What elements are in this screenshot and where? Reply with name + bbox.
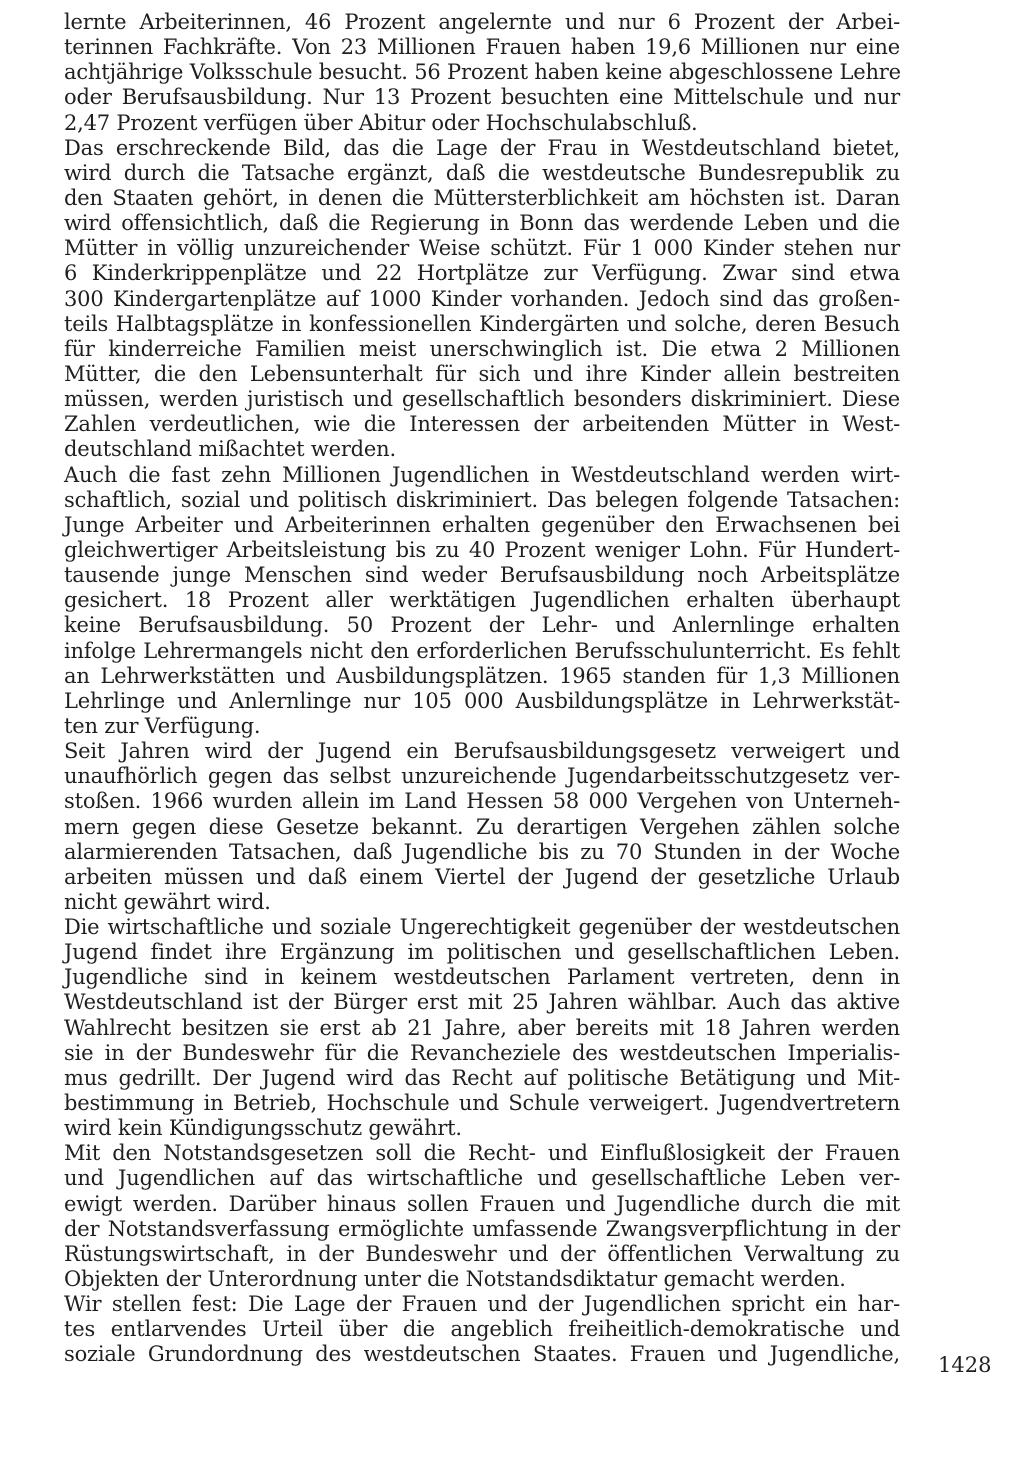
- text-line: 6 Kinderkrippenplätze und 22 Hortplätze zur Verfügung. Zwar sind etwa: [64, 261, 900, 286]
- text-line: wird durch die Tatsache ergänzt, daß die westdeutsche Bundesrepublik zu: [64, 160, 900, 185]
- text-line: ewigt werden. Darüber hinaus sollen Frauen und Jugendliche durch die mit: [64, 1191, 900, 1216]
- text-line: Seit Jahren wird der Jugend ein Berufsausbildungsgesetz verweigert und: [64, 739, 900, 764]
- text-line: Junge Arbeiter und Arbeiterinnen erhalten gegenüber den Erwachsenen bei: [64, 512, 900, 537]
- text-line: Jugendliche sind in keinem westdeutschen Parlament vertreten, denn in: [64, 965, 900, 990]
- paragraph: [64, 136, 900, 463]
- text-line: müssen, werden juristisch und gesellschaftlich besonders diskriminiert. Diese: [64, 387, 900, 412]
- text-line: 300 Kindergartenplätze auf 1000 Kinder vorhanden. Jedoch sind das großen-: [64, 286, 900, 311]
- text-line: wird kein Kündigungsschutz gewährt.: [64, 1116, 462, 1141]
- paragraph: [64, 10, 900, 136]
- text-line: mern gegen diese Gesetze bekannt. Zu derartigen Vergehen zählen solche: [64, 814, 900, 839]
- text-line: ten zur Verfügung.: [64, 713, 261, 738]
- text-line: stoßen. 1966 wurden allein im Land Hessen 58 000 Vergehen von Unterneh-: [64, 789, 900, 814]
- text-line: keine Berufsausbildung. 50 Prozent der Lehr- und Anlernlinge erhalten: [64, 613, 900, 638]
- text-line: Zahlen verdeutlichen, wie die Interessen der arbeitenden Mütter in West-: [64, 412, 900, 437]
- body-text: [64, 10, 900, 1368]
- text-line: der Notstandsverfassung ermöglichte umfassende Zwangsverpflichtung in der: [64, 1216, 900, 1241]
- paragraph: [64, 915, 900, 1141]
- text-line: Lehrlinge und Anlernlinge nur 105 000 Ausbildungsplätze in Lehrwerkstät-: [64, 688, 900, 713]
- text-line: schaftlich, sozial und politisch diskriminiert. Das belegen folgende Tatsachen:: [64, 487, 900, 512]
- text-line: mus gedrillt. Der Jugend wird das Recht auf politische Betätigung und Mit-: [64, 1065, 900, 1090]
- text-line: lernte Arbeiterinnen, 46 Prozent angelernte und nur 6 Prozent der Arbei-: [64, 10, 900, 34]
- text-line: infolge Lehrermangels nicht den erforderlichen Berufsschulunterricht. Es fehlt: [64, 638, 900, 663]
- text-line: den Staaten gehört, in denen die Müttersterblichkeit am höchsten ist. Daran: [64, 185, 900, 210]
- paragraph: [64, 739, 900, 915]
- text-line: Westdeutschland ist der Bürger erst mit 25 Jahren wählbar. Auch das aktive: [64, 990, 900, 1015]
- text-line: soziale Grundordnung des westdeutschen Staates. Frauen und Jugendliche,: [64, 1342, 900, 1367]
- text-line: sie in der Bundeswehr für die Revancheziele des westdeutschen Imperialis-: [64, 1040, 900, 1065]
- text-line: terinnen Fachkräfte. Von 23 Millionen Frauen haben 19,6 Millionen nur eine: [64, 35, 900, 60]
- text-line: teils Halbtagsplätze in konfessionellen Kindergärten und solche, deren Besuch: [64, 311, 900, 336]
- text-line: Wahlrecht besitzen sie erst ab 21 Jahre, aber bereits mit 18 Jahren werden: [64, 1015, 900, 1040]
- text-line: Mütter, die den Lebensunterhalt für sich und ihre Kinder allein bestreiten: [64, 361, 900, 386]
- text-line: für kinderreiche Familien meist unerschwinglich ist. Die etwa 2 Millionen: [64, 336, 900, 361]
- text-line: arbeiten müssen und daß einem Viertel der Jugend der gesetzliche Urlaub: [64, 864, 900, 889]
- text-line: achtjährige Volksschule besucht. 56 Prozent haben keine abgeschlossene Lehre: [64, 60, 901, 85]
- text-line: tausende junge Menschen sind weder Berufsausbildung noch Arbeitsplätze: [64, 563, 900, 588]
- text-line: nicht gewährt wird.: [64, 889, 271, 914]
- text-line: deutschland mißachtet werden.: [64, 437, 396, 462]
- text-line: tes entlarvendes Urteil über die angeblich freiheitlich-demokratische und: [64, 1317, 900, 1342]
- text-line: Das erschreckende Bild, das die Lage der Frau in Westdeutschland bietet,: [64, 135, 900, 160]
- text-line: und Jugendlichen auf das wirtschaftliche und gesellschaftliche Leben ver-: [64, 1166, 900, 1191]
- text-line: Jugend findet ihre Ergänzung im politischen und gesellschaftlichen Leben.: [64, 940, 900, 965]
- text-line: Mit den Notstandsgesetzen soll die Recht- und Einflußlosigkeit der Frauen: [64, 1141, 900, 1166]
- text-line: bestimmung in Betrieb, Hochschule und Schule verweigert. Jugendvertretern: [64, 1091, 900, 1116]
- text-line: alarmierenden Tatsachen, daß Jugendliche bis zu 70 Stunden in der Woche: [64, 839, 900, 864]
- paragraph: [64, 463, 900, 740]
- text-line: gesichert. 18 Prozent aller werktätigen Jugendlichen erhalten überhaupt: [64, 588, 900, 613]
- text-line: Die wirtschaftliche und soziale Ungerechtigkeit gegenüber der westdeutschen: [64, 915, 900, 940]
- page-number: 1428: [938, 1353, 992, 1377]
- text-line: Mütter in völlig unzureichender Weise schützt. Für 1 000 Kinder stehen nur: [64, 236, 900, 261]
- paragraph: [64, 1292, 900, 1367]
- paragraph: [64, 1141, 900, 1292]
- text-line: wird offensichtlich, daß die Regierung in Bonn das werdende Leben und die: [64, 211, 900, 236]
- text-line: Wir stellen fest: Die Lage der Frauen und der Jugendlichen spricht ein har-: [64, 1292, 900, 1317]
- text-line: gleichwertiger Arbeitsleistung bis zu 40 Prozent weniger Lohn. Für Hundert-: [64, 537, 900, 562]
- text-line: an Lehrwerkstätten und Ausbildungsplätzen. 1965 standen für 1,3 Millionen: [64, 663, 900, 688]
- text-line: oder Berufsausbildung. Nur 13 Prozent besuchten eine Mittelschule und nur: [64, 85, 900, 110]
- text-line: 2,47 Prozent verfügen über Abitur oder Hochschulabschluß.: [64, 110, 698, 135]
- text-line: unaufhörlich gegen das selbst unzureichende Jugendarbeitsschutzgesetz ver-: [64, 764, 900, 789]
- text-line: Rüstungswirtschaft, in der Bundeswehr und der öffentlichen Verwaltung zu: [64, 1241, 900, 1266]
- text-line: Auch die fast zehn Millionen Jugendlichen in Westdeutschland werden wirt-: [64, 462, 900, 487]
- text-line: Objekten der Unterordnung unter die Notstandsdiktatur gemacht werden.: [64, 1267, 846, 1292]
